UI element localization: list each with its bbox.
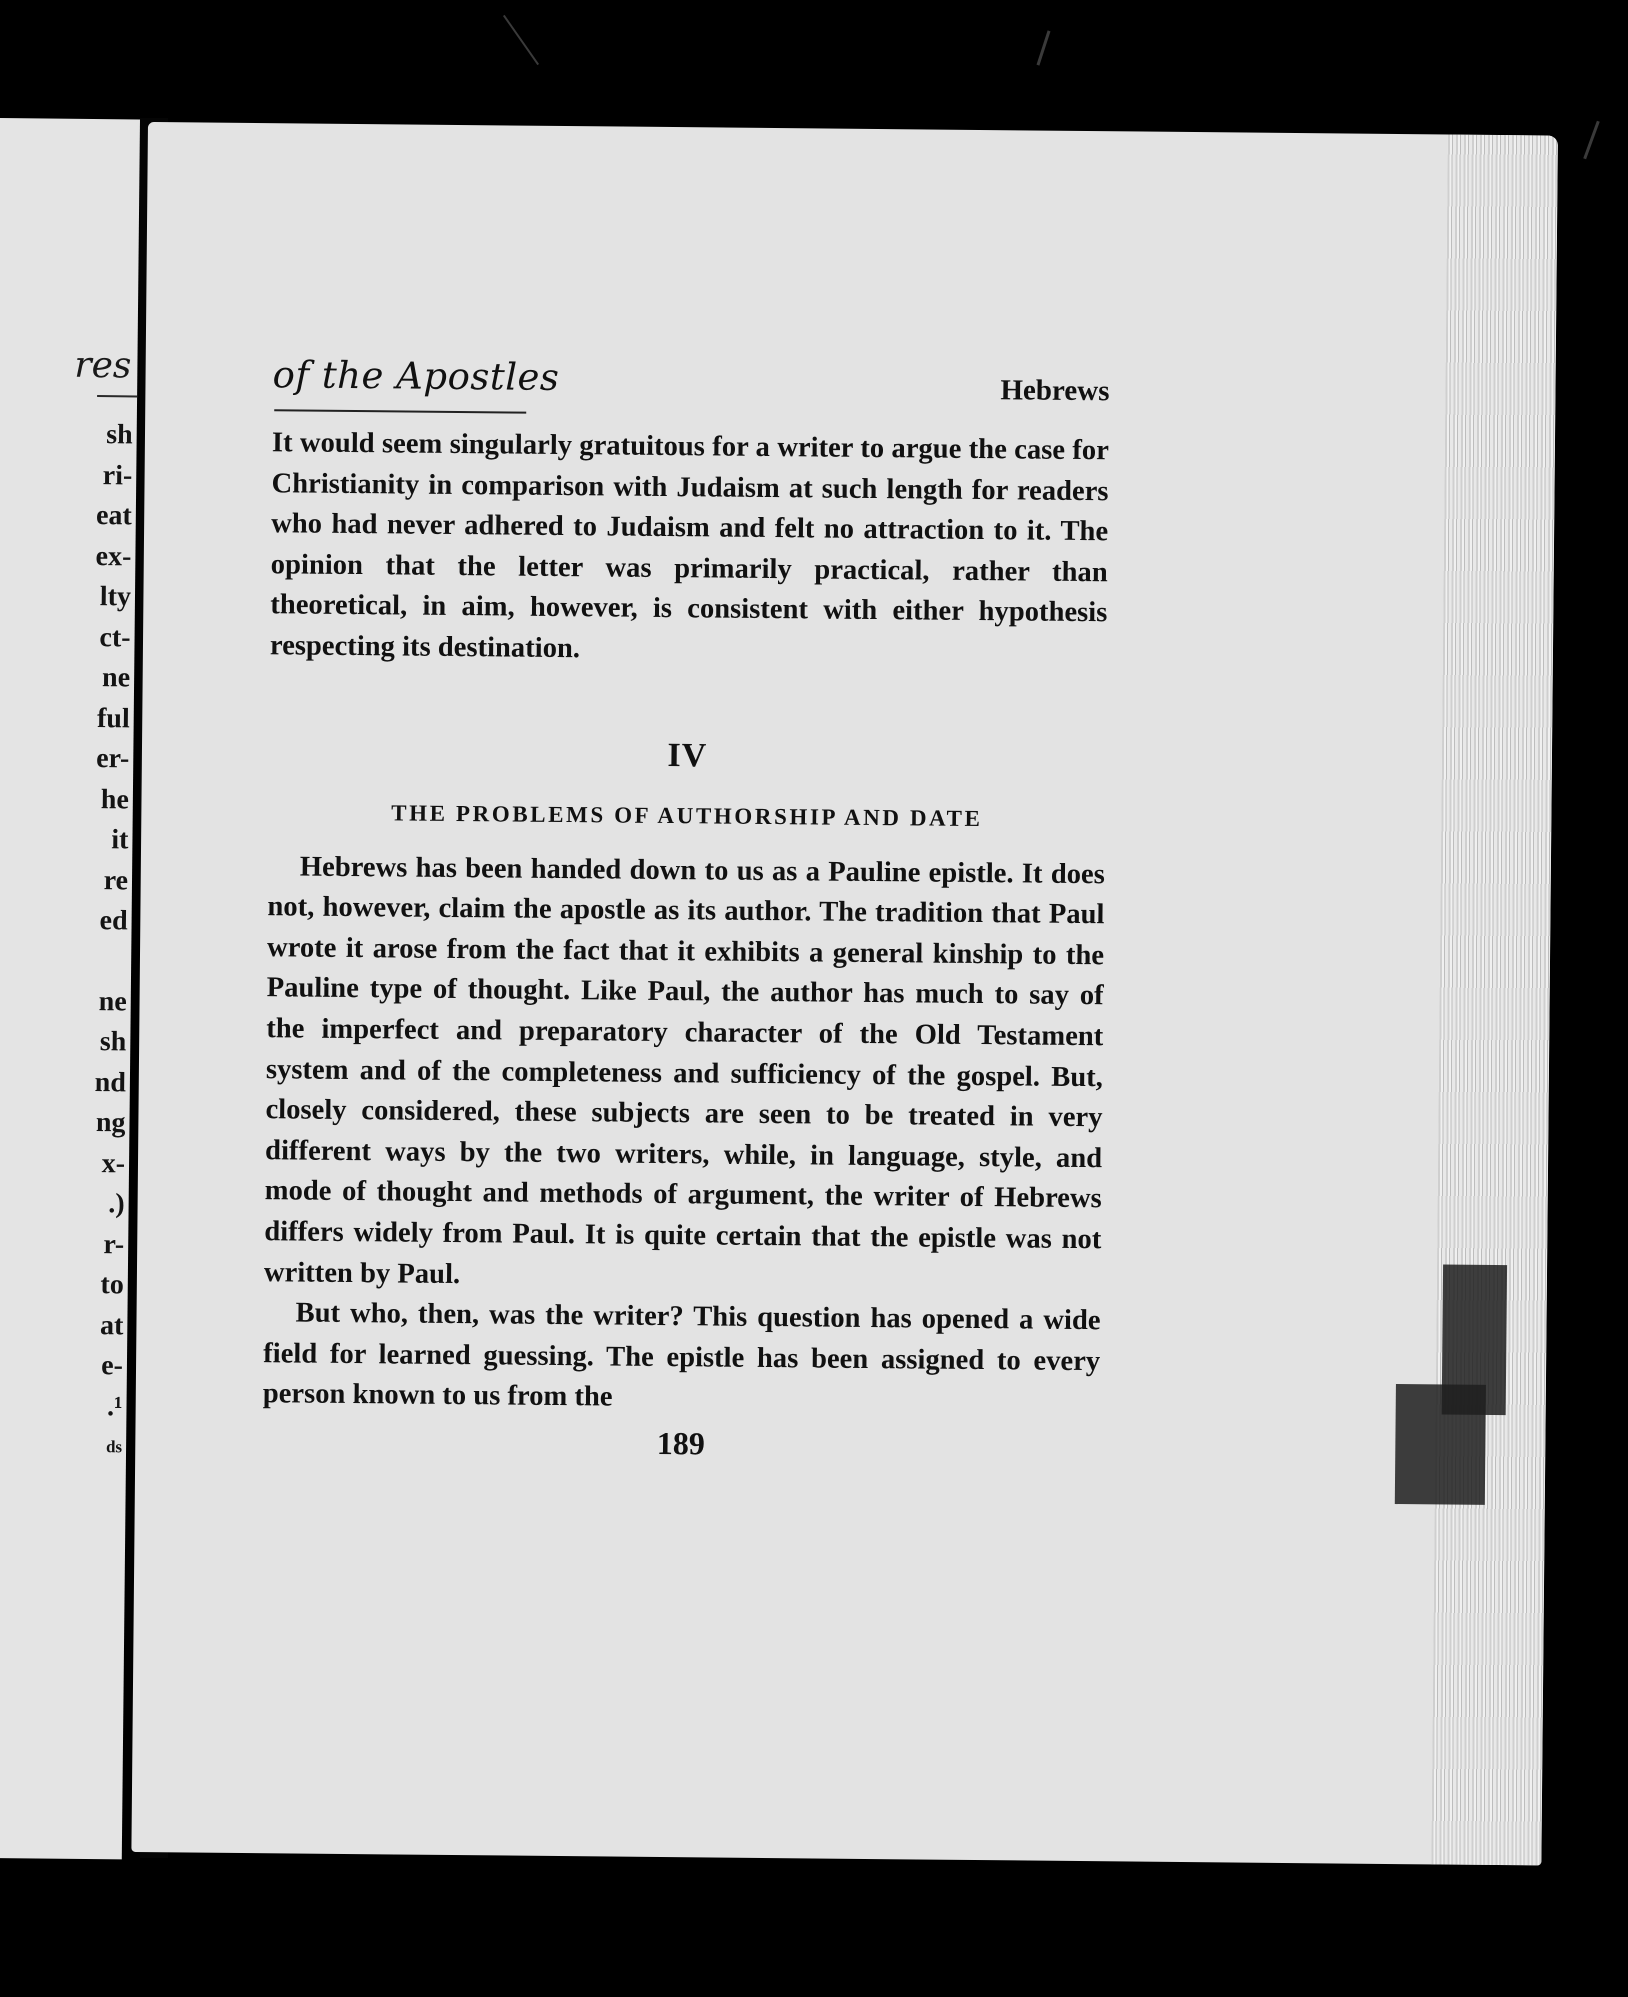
scan-mark (1037, 30, 1051, 65)
running-head-right: Hebrews (1000, 374, 1110, 408)
line-fragment: ng (95, 1107, 126, 1139)
body-paragraph: Hebrews has been handed down to us as a Pauline epistle. It does not, however, claim the apostle as its author. The tradition that Paul wrote it arose from the fact that it exhibits a general kinship to the Pauline type of thought. Like Paul, the author has much to say of the imperfect and preparatory character of the Old Testament system and of the completeness and sufficiency of the gospel. But, closely considered, these subjects are seen to be treated in very different ways by the two writers, while, in language, style, and mode of thought and methods of argument, the writer of Hebrews differs widely from Paul. It is quite certain that the epistle was not written by Paul. (263, 851, 1105, 1290)
book-page (131, 122, 1558, 1865)
line-fragment: ne (101, 662, 131, 694)
running-head-left: of the Apostles (272, 353, 560, 399)
body-paragraph: But who, then, was the writer? This question has opened a wide field for learned guessing. The epistle has been assigned to every person known to us from the (262, 1297, 1101, 1413)
previous-page-running-head: res (74, 344, 132, 387)
line-fragment: at (99, 1309, 124, 1341)
line-fragment: x- (101, 1147, 126, 1179)
line-fragment: .¹ (106, 1390, 123, 1422)
running-head (272, 353, 1110, 423)
line-fragment: it (111, 824, 129, 856)
previous-page (0, 118, 140, 1859)
scan-mark (503, 15, 539, 65)
line-fragment: ri- (102, 459, 133, 491)
line-fragment: ne (98, 985, 127, 1017)
line-fragment: ed (99, 905, 128, 937)
line-fragment: sh (106, 419, 133, 451)
line-fragment: sh (99, 1026, 127, 1058)
line-fragment: ct- (99, 621, 131, 653)
line-fragment: eat (95, 500, 133, 532)
line-fragment: lty (99, 581, 132, 613)
line-fragment: .) (108, 1188, 125, 1220)
line-fragment: re (103, 864, 129, 896)
line-fragment: ful (96, 702, 130, 734)
section-numeral: IV (667, 736, 708, 774)
scan-mark (1583, 121, 1600, 160)
section-title: THE PROBLEMS OF AUTHORSHIP AND DATE (391, 799, 983, 831)
footnote-fragment: ds (105, 1437, 123, 1457)
line-fragment: ex- (95, 540, 132, 572)
line-fragment: to (100, 1269, 124, 1301)
previous-page-header-rule (97, 395, 137, 397)
line-fragment: er- (95, 743, 130, 775)
fore-edge-shadow (1395, 1384, 1486, 1505)
previous-page-line-fragments (86, 415, 133, 1468)
running-head-rule (274, 409, 526, 413)
line-fragment: e- (101, 1350, 124, 1382)
opening-paragraph: It would seem singularly gratuitous for a writer to argue the case for Christianity in comparison with Judaism at such length for readers who had never adhered to Judaism and felt no attraction to it. The opinion that the letter was primarily practical, rather than theoretical, in aim, however, is consistent with either hypothesis respecting its destination. (269, 427, 1110, 665)
line-fragment: r- (103, 1228, 125, 1260)
line-fragment: he (100, 783, 130, 815)
page-fore-edge (1431, 134, 1558, 1865)
page-number: 189 (656, 1424, 706, 1462)
paragraph-gap (91, 942, 127, 982)
page-text-block (262, 353, 1110, 1466)
line-fragment: nd (94, 1066, 127, 1098)
